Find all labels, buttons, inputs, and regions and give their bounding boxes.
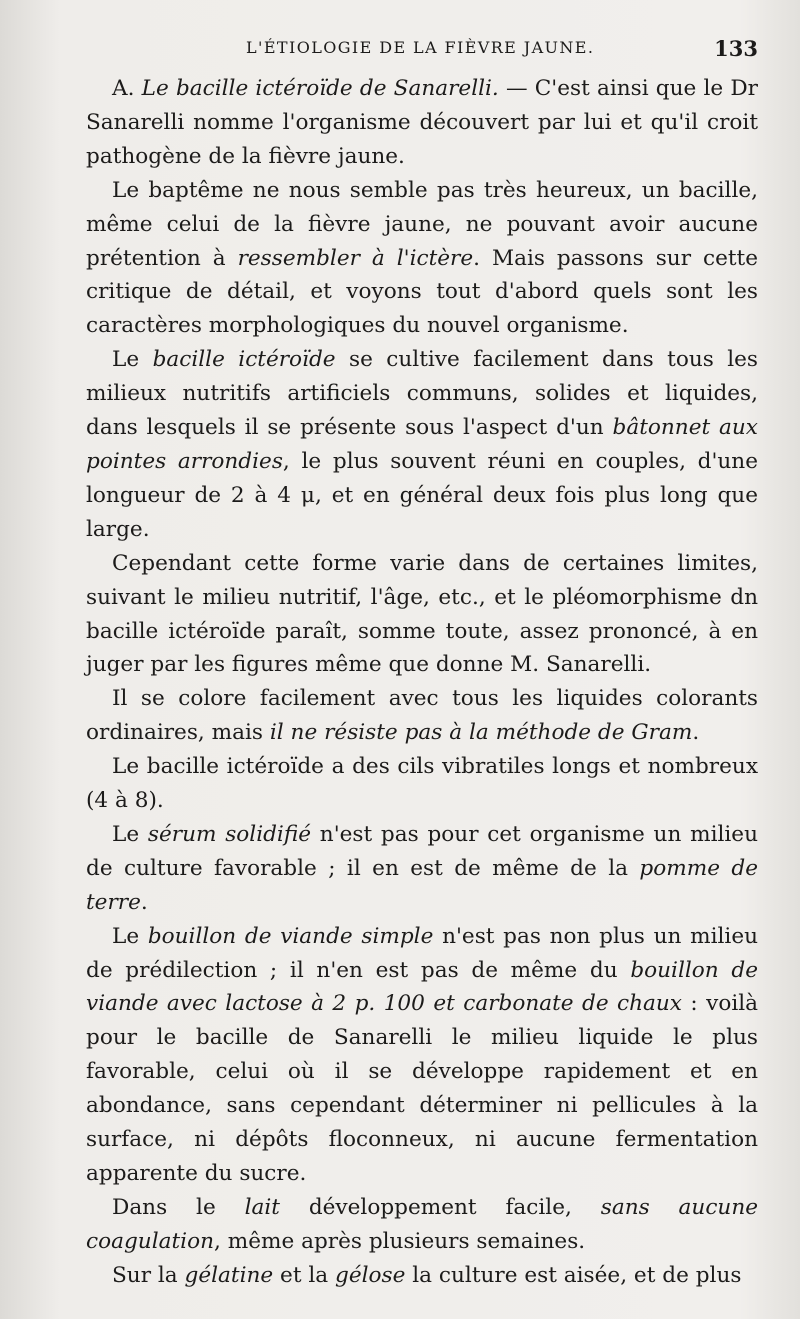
- text-run: , le plus souvent réuni en couples, d'une longueur de 2 à 4 μ, et en général deux fois plus long que large.: [86, 448, 758, 542]
- text-run: n'est pas non plus un milieu de prédilection ; il n'en est pas de même du: [86, 923, 759, 983]
- running-title: L'ÉTIOLOGIE DE LA FIÈVRE JAUNE.: [246, 38, 595, 57]
- italic-run: pomme de terre: [86, 855, 759, 915]
- italic-run: bouillon de viande avec lactose à 2 p. 100 et carbonate de chaux: [86, 957, 758, 1017]
- text-run: Dans le: [112, 1194, 245, 1220]
- paragraph: [86, 343, 758, 546]
- paragraph: [86, 174, 758, 344]
- text-run: Le: [112, 821, 148, 847]
- text-run: Le: [112, 347, 153, 373]
- paragraph: [86, 750, 758, 818]
- paragraph: [86, 1259, 758, 1293]
- page-header: [86, 36, 758, 66]
- text-run: Le: [112, 923, 148, 949]
- text-run: la culture est aisée, et de plus: [405, 1262, 742, 1288]
- paragraph: [86, 920, 758, 1191]
- text-run: Il se colore facilement avec tous les liquides colorants ordinaires, mais: [86, 686, 758, 746]
- text-run: se cultive facilement dans tous les milieux nutritifs artificiels communs, solides et liquides, dans lesquels il se présente sous l'aspect d'un: [86, 347, 759, 441]
- text-run: .: [140, 889, 148, 915]
- italic-run: il ne résiste pas à la méthode de Gram: [269, 720, 693, 746]
- text-run: . Mais passons sur cette critique de détail, et voyons tout d'abord quels sont les caractères morphologiques du nouvel organisme.: [86, 245, 758, 339]
- paragraph: [86, 1191, 758, 1259]
- text-run: .: [692, 720, 700, 746]
- text-run: Cependant cette forme varie dans de certaines limites, suivant le milieu nutritif, l'âge, etc., et le pléomorphisme dn bacille ictéroïde paraît, somme toute, assez prononcé, à en juger par les figures même que donne M. Sanarelli.: [86, 550, 758, 678]
- text-run: développement facile,: [279, 1194, 601, 1220]
- italic-run: lait: [244, 1194, 280, 1220]
- text-run: , même après plusieurs semaines.: [213, 1228, 586, 1254]
- text-run: — C'est ainsi que le Dr Sanarelli nomme l'organisme découvert par lui et qu'il croit pathogène de la fièvre jaune.: [86, 76, 759, 169]
- page-number: 133: [714, 36, 758, 61]
- italic-run: bacille ictéroïde: [152, 347, 336, 373]
- italic-run: Le bacille ictéroïde de Sanarelli.: [141, 76, 499, 101]
- paragraph: [86, 72, 758, 174]
- text-run: Le bacille ictéroïde a des cils vibratiles longs et nombreux (4 à 8).: [86, 754, 758, 814]
- italic-run: sérum solidifié: [147, 821, 312, 847]
- paragraph: [86, 818, 758, 920]
- paragraph: [86, 682, 758, 750]
- text-run: Le baptême ne nous semble pas très heureux, un bacille, même celui de la fièvre jaune, ne pouvant avoir aucune prétention à: [86, 177, 758, 271]
- text-run: et la: [273, 1262, 336, 1288]
- italic-run: sans aucune coagulation: [86, 1194, 759, 1254]
- text-run: Sur la: [112, 1262, 185, 1288]
- italic-run: gélatine: [184, 1262, 274, 1288]
- paragraph: [86, 547, 758, 683]
- text-run: : voilà pour le bacille de Sanarelli le milieu liquide le plus favorable, celui où il se développe rapidement et en abondance, sans cependant déterminer ni pellicules à la surface, ni dépôts floconneux, ni aucune fermentation apparente du sucre.: [86, 991, 759, 1186]
- italic-run: ressembler à l'ictère: [237, 245, 474, 271]
- italic-run: gélose: [335, 1262, 406, 1288]
- body-text: [86, 72, 758, 1293]
- text-run: n'est pas pour cet organisme un milieu de culture favorable ; il en est de même de la: [86, 821, 758, 881]
- italic-run: bouillon de viande simple: [147, 923, 434, 949]
- italic-run: bâtonnet aux pointes arrondies: [86, 415, 758, 474]
- text-run: A.: [112, 76, 142, 101]
